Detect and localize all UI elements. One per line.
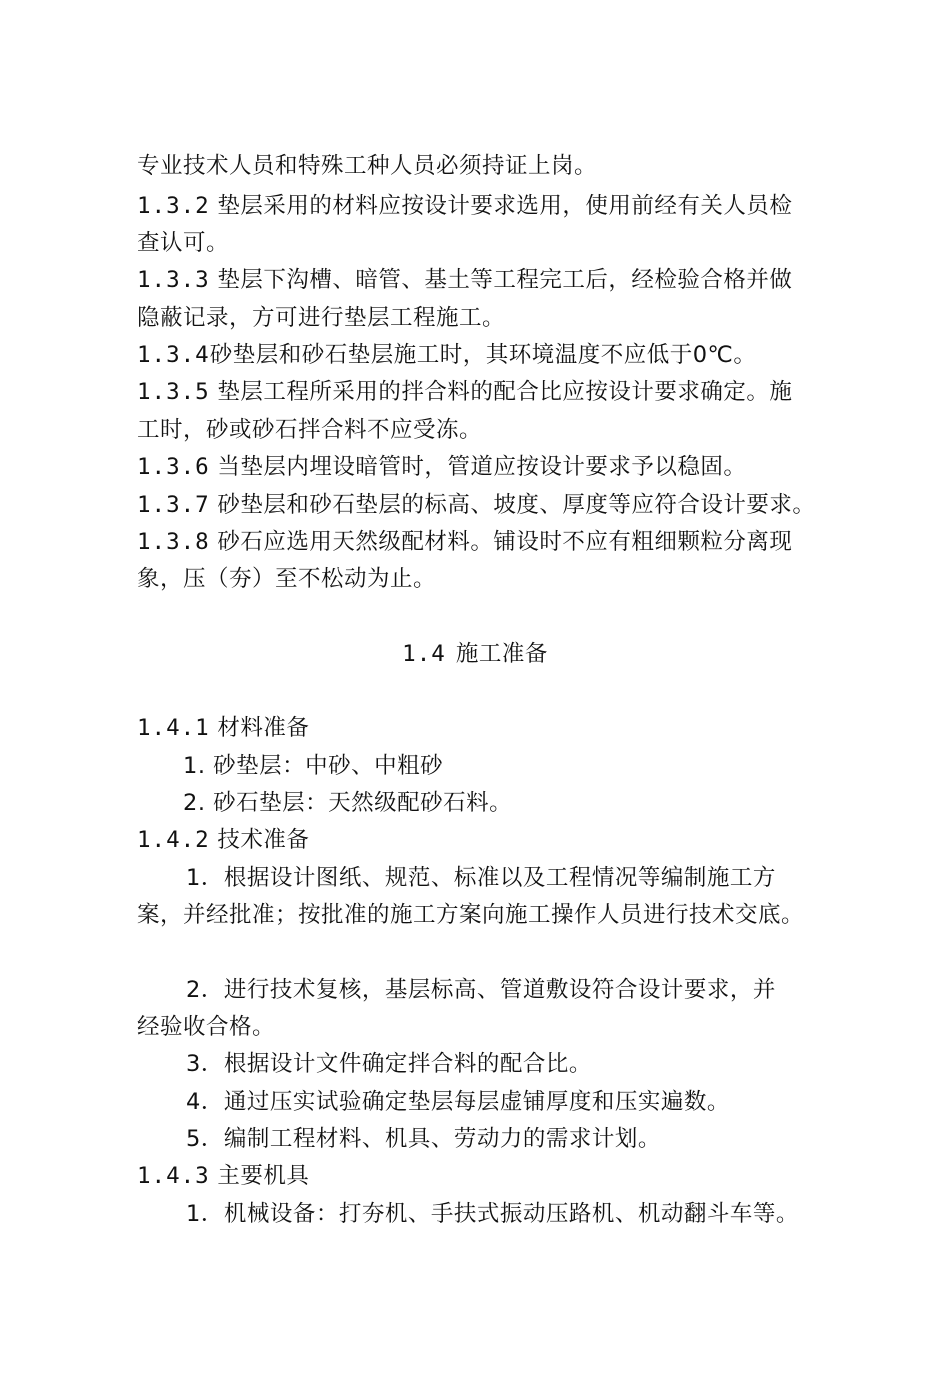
clause-number: 1.3.7: [137, 492, 210, 518]
clause-1-3-8: [137, 527, 792, 557]
list-item-text: 5．编制工程材料、机具、劳动力的需求计划。: [186, 1126, 661, 1152]
clause-number: 1.3.6: [137, 454, 210, 480]
clause-1-3-7: [137, 490, 815, 520]
section-heading-1-4: [0, 639, 950, 669]
list-item-continuation: [137, 1012, 275, 1042]
clause-text: 砂垫层和砂石垫层施工时，其环境温度不应低于0℃。: [209, 342, 757, 368]
list-item-text: 2. 砂石垫层：天然级配砂石料。: [183, 790, 513, 816]
list-item: [186, 975, 776, 1005]
subsection-number: 1.4.1: [137, 715, 210, 741]
clause-1-3-4: [137, 340, 756, 370]
list-item: [186, 1199, 799, 1229]
clause-1-3-5-line-2: [137, 415, 482, 445]
clause-1-3-5: [137, 377, 792, 407]
subsection-number: 1.4.3: [137, 1163, 210, 1189]
clause-text: 垫层工程所采用的拌合料的配合比应按设计要求确定。施: [209, 379, 793, 405]
list-item: [183, 751, 443, 781]
clause-text: 垫层采用的材料应按设计要求选用，使用前经有关人员检: [209, 193, 793, 219]
list-item: [186, 1087, 730, 1117]
subsection-title: 技术准备: [209, 827, 310, 853]
clause-1-3-2: [137, 191, 792, 221]
paragraph-1-3-1-continuation: [137, 151, 597, 181]
list-item-text: 1. 砂垫层：中砂、中粗砂: [183, 753, 444, 779]
list-item-continuation: [137, 900, 804, 930]
clause-1-3-2-line-2: [137, 228, 229, 258]
list-item-text: 2．进行技术复核，基层标高、管道敷设符合设计要求，并: [186, 977, 776, 1003]
subsection-title: 主要机具: [209, 1163, 310, 1189]
subsection-1-4-2: [137, 825, 309, 855]
clause-text: 砂石应选用天然级配材料。铺设时不应有粗细颗粒分离现: [209, 529, 793, 555]
subsection-number: 1.4.2: [137, 827, 210, 853]
clause-1-3-8-line-2: [137, 564, 436, 594]
clause-number: 1.3.4: [137, 342, 210, 368]
clause-1-3-3: [137, 265, 792, 295]
clause-number: 1.3.5: [137, 379, 210, 405]
subsection-1-4-1: [137, 713, 309, 743]
list-item-text: 1．根据设计图纸、规范、标准以及工程情况等编制施工方: [186, 865, 776, 891]
clause-number: 1.3.2: [137, 193, 210, 219]
subsection-title: 材料准备: [209, 715, 310, 741]
list-item-text: 4．通过压实试验确定垫层每层虚铺厚度和压实遍数。: [186, 1089, 730, 1115]
heading-number: 1.4: [402, 641, 446, 667]
list-item: [186, 863, 776, 893]
clause-number: 1.3.3: [137, 267, 210, 293]
clause-text: 象，压（夯）至不松动为止。: [137, 566, 437, 592]
clause-text: 砂垫层和砂石垫层的标高、坡度、厚度等应符合设计要求。: [209, 492, 816, 518]
clause-number: 1.3.8: [137, 529, 210, 555]
subsection-1-4-3: [137, 1161, 309, 1191]
text: 专业技术人员和特殊工种人员必须持证上岗。: [137, 153, 598, 179]
clause-1-3-6: [137, 452, 746, 482]
list-item-text: 1．机械设备：打夯机、手扶式振动压路机、机动翻斗车等。: [186, 1201, 799, 1227]
clause-text: 查认可。: [137, 230, 230, 256]
clause-text: 工时，砂或砂石拌合料不应受冻。: [137, 417, 483, 443]
list-item-text: 经验收合格。: [137, 1014, 276, 1040]
list-item: [186, 1124, 661, 1154]
clause-1-3-3-line-2: [137, 303, 505, 333]
clause-text: 隐蔽记录，方可进行垫层工程施工。: [137, 305, 506, 331]
list-item-text: 案，并经批准；按批准的施工方案向施工操作人员进行技术交底。: [137, 902, 805, 928]
clause-text: 当垫层内埋设暗管时，管道应按设计要求予以稳固。: [209, 454, 747, 480]
heading-title: 施工准备: [455, 641, 548, 667]
clause-text: 垫层下沟槽、暗管、基土等工程完工后，经检验合格并做: [209, 267, 793, 293]
list-item-text: 3．根据设计文件确定拌合料的配合比。: [186, 1051, 592, 1077]
list-item: [186, 1049, 592, 1079]
list-item: [183, 788, 512, 818]
